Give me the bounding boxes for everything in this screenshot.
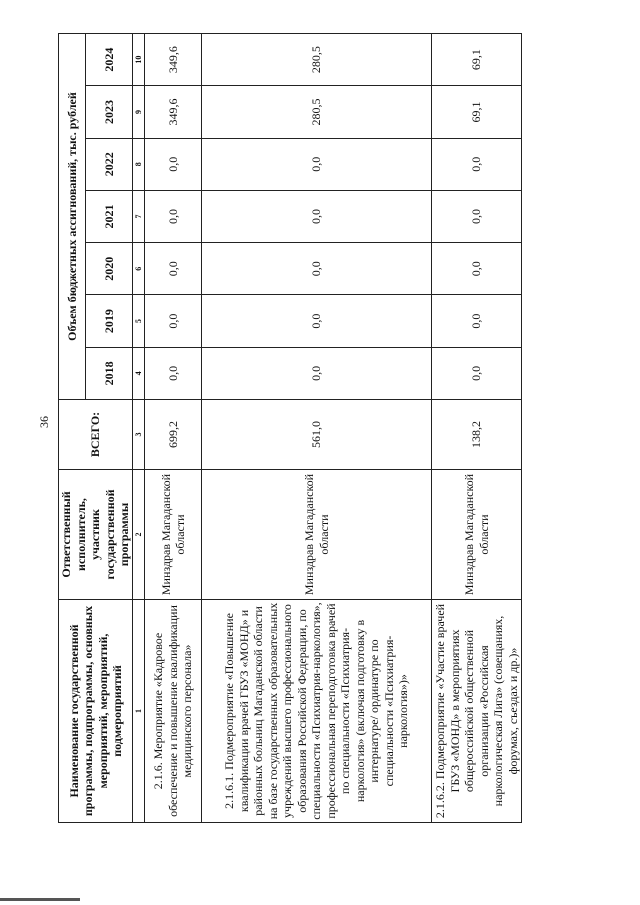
column-number: 8 [133, 138, 145, 190]
column-number: 4 [133, 347, 145, 399]
column-number: 5 [133, 295, 145, 347]
column-number: 6 [133, 243, 145, 295]
row-value: 0,0 [432, 347, 522, 399]
row-value: 0,0 [145, 138, 202, 190]
row-value: 349,6 [145, 34, 202, 86]
header-year: 2024 [86, 34, 133, 86]
header-year: 2021 [86, 190, 133, 242]
row-value: 280,5 [202, 86, 432, 138]
row-total: 138,2 [432, 400, 522, 470]
budget-table [58, 33, 522, 823]
header-year: 2018 [86, 347, 133, 399]
row-value: 0,0 [145, 295, 202, 347]
row-value: 0,0 [202, 295, 432, 347]
row-total: 561,0 [202, 400, 432, 470]
column-number: 2 [133, 470, 145, 600]
row-value: 0,0 [202, 138, 432, 190]
rotated-table-container [58, 33, 520, 823]
row-value: 0,0 [202, 347, 432, 399]
row-executor: Минздрав Магаданской области [202, 470, 432, 600]
row-value: 0,0 [145, 243, 202, 295]
row-value: 69,1 [432, 34, 522, 86]
header-budget-group: Объем бюджетных ассигнований, тыс. рублей [59, 34, 86, 400]
column-number: 9 [133, 86, 145, 138]
header-total: ВСЕГО: [59, 400, 133, 470]
row-value: 69,1 [432, 86, 522, 138]
table-row [145, 34, 202, 823]
page-number: 36 [37, 416, 51, 428]
header-year: 2023 [86, 86, 133, 138]
header-name: Наименование государственной программы, подпрограммы, основных мероприятий, мероприятий, подмероприятий [59, 600, 133, 823]
row-total: 699,2 [145, 400, 202, 470]
row-value: 0,0 [432, 243, 522, 295]
row-value: 0,0 [432, 190, 522, 242]
column-number: 1 [133, 600, 145, 823]
header-executor: Ответственный исполнитель, участник государственной программы [59, 470, 133, 600]
column-number: 7 [133, 190, 145, 242]
row-executor: Минздрав Магаданской области [432, 470, 522, 600]
table-row [432, 34, 522, 823]
row-value: 0,0 [145, 190, 202, 242]
header-year: 2022 [86, 138, 133, 190]
column-number: 10 [133, 34, 145, 86]
row-value: 0,0 [432, 295, 522, 347]
table-row [202, 34, 432, 823]
row-value: 280,5 [202, 34, 432, 86]
row-value: 0,0 [145, 347, 202, 399]
column-number: 3 [133, 400, 145, 470]
header-year: 2020 [86, 243, 133, 295]
row-executor: Минздрав Магаданской области [145, 470, 202, 600]
row-value: 349,6 [145, 86, 202, 138]
scan-artifact-line [0, 898, 80, 901]
row-name: 2.1.6.2. Подмероприятие «Участие врачей ГБУЗ «МОНД» в мероприятиях общероссийской общественной организации «Российская наркологическая Лига» (совещаниях, форумах, съездах и др.)» [432, 600, 522, 823]
row-name: 2.1.6.1. Подмероприятие «Повышение квалификации врачей ГБУЗ «МОНД» и районных больниц Магаданской области на базе государственных образовательных учреждений высшего профессионального образования Российской Федерации, по специальности «Психиатрия-наркология», профессиональная переподготовка врачей по специальности «Психиатрия-наркология» (включая подготовку в интернатуре/ ординатуре по специальности «Психиатрия-наркология»)» [202, 600, 432, 823]
row-value: 0,0 [432, 138, 522, 190]
row-value: 0,0 [202, 243, 432, 295]
header-year: 2019 [86, 295, 133, 347]
row-name: 2.1.6. Мероприятие «Кадровое обеспечение и повышение квалификации медицинского персонала» [145, 600, 202, 823]
row-value: 0,0 [202, 190, 432, 242]
